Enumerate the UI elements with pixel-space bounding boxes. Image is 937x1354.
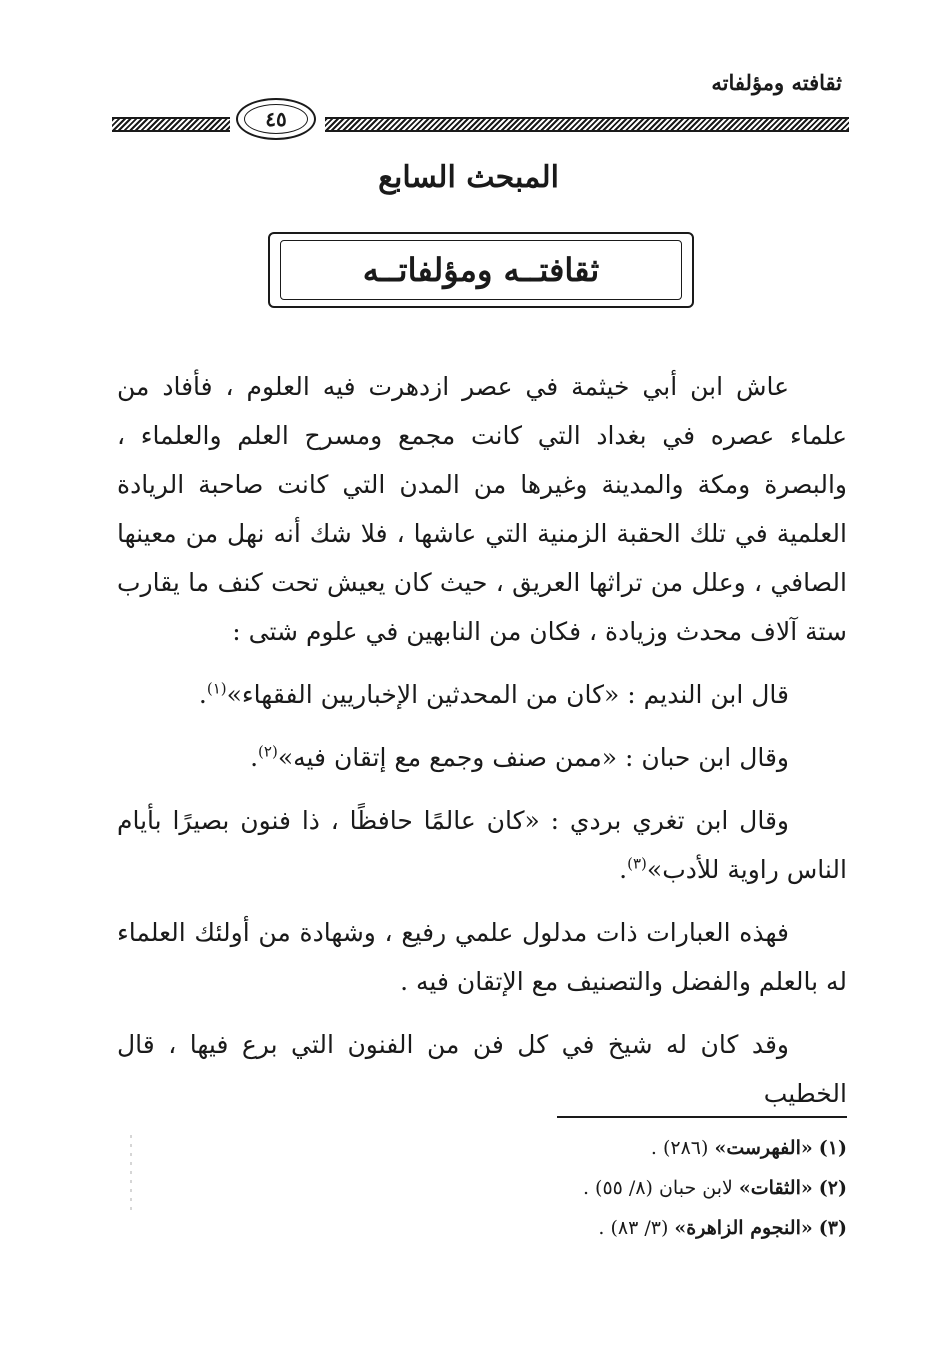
footnote-ref: (٢) [258,742,278,761]
scan-margin-marks [130,1135,132,1215]
footnote-citation: (٢٨٦) . [650,1137,709,1159]
quote-text: وقال ابن تغري بردي : «كان عالمًا حافظًا ، ذا فنون بصيرًا بأيام الناس راوية للأدب» [117,806,847,884]
sentence-end: . [619,855,628,884]
running-title: ثقافته ومؤلفاته [711,70,842,95]
quote-text: قال ابن النديم : «كان من المحدثين الإخباريين الفقهاء» [226,680,789,709]
quote-text: وقال ابن حبان : «ممن صنف وجمع مع إتقان فيه» [277,743,789,772]
paragraph-6: وقد كان له شيخ في كل فن من الفنون التي برع فيها ، قال الخطيب [117,1030,847,1108]
page-number: ٤٥ [265,107,287,131]
section-title: المبحث السابع [378,160,559,195]
footnote-separator [557,1116,847,1118]
paragraph-1: عاش ابن أبي خيثمة في عصر ازدهرت فيه العلوم ، فأفاد من علماء عصره في بغداد التي كانت مجمع ومسرح العلم والعلماء ، والبصرة ومكة والمدينة وغيرها من المدن التي كانت صاحبة الريادة العلمية في تلك الحقبة الزمنية التي عاشها ، فلا شك أنه نهل من معينها الصافي ، وعلل من تراثها العريق ، حيث كان يعيش تحت كنف ما يقارب ستة آلاف محدث وزيادة ، فكان من النابهين في علوم شتى : [117,372,847,646]
footnote-number: (١) [818,1137,847,1159]
chapter-title: ثقافتــه ومؤلفاتــه [362,251,600,289]
footnote-item [347,1168,847,1208]
header-rule-right [325,117,849,132]
footnote-number: (٢) [818,1177,847,1199]
paragraph-4 [117,796,847,894]
footnote-source: «الفهرست» [714,1137,813,1159]
paragraph-3 [117,733,847,782]
footnote-number: (٣) [818,1217,847,1239]
body-text [117,362,847,1132]
footnote-ref: (٣) [627,854,647,873]
paragraph-2 [117,670,847,719]
footnotes [347,1128,847,1248]
footnote-source: «الثقات» [738,1177,813,1199]
footnote-citation: لابن حبان (٨/ ٥٥) . [582,1177,733,1199]
footnote-ref: (١) [206,679,227,698]
footnote-source: «النجوم الزاهرة» [674,1217,813,1239]
footnote-item [347,1128,847,1168]
paragraph-5: فهذه العبارات ذات مدلول علمي رفيع ، وشهادة من أولئك العلماء له بالعلم والفضل والتصنيف مع الإتقان فيه . [117,918,847,996]
footnote-citation: (٣/ ٨٣) . [598,1217,669,1239]
page-number-ornament [236,98,316,140]
footnote-item [347,1208,847,1248]
chapter-title-frame [268,232,694,308]
sentence-end: . [198,680,207,709]
header-rule-left [112,117,230,132]
sentence-end: . [250,743,259,772]
